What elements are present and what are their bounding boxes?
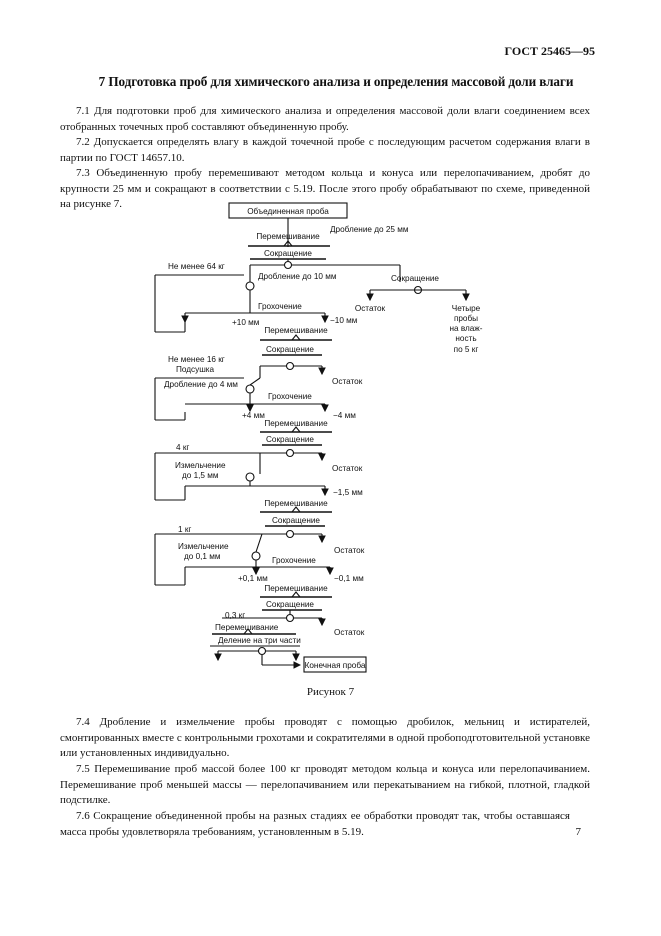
four-samples-line-5: по 5 кг [453, 345, 479, 354]
reduce-label: Сокращение [265, 345, 315, 354]
crusher-icon [246, 385, 254, 393]
reducer-icon [285, 262, 292, 269]
reducer-icon [287, 615, 294, 622]
kg-1-label: 1 кг [178, 525, 192, 534]
minus-01-label: −0,1 мм [334, 574, 364, 583]
min-16-label: Не менее 16 кг [168, 355, 225, 364]
remainder-label: Остаток [334, 546, 365, 555]
flow-line [256, 534, 262, 552]
kg-4-label: 4 кг [176, 443, 190, 452]
split3-label: Деление на три части [218, 636, 301, 645]
paragraph-7-3: 7.3 Объединенную пробу перемешивают методом кольца и конуса или перелопачиванием, дробят до крупности 25 мм и сокращают в соответствии с 5.19. После этого пробу обрабатывают по схеме, приведенной на рисунке 7. [60, 167, 590, 211]
grinder-icon [252, 552, 260, 560]
reduce-label: Сокращение [263, 249, 313, 258]
crusher-icon [246, 282, 254, 290]
plus-10-label: +10 мм [232, 318, 260, 327]
reduce-right-label: Сокращение [390, 274, 440, 283]
page-number: 7 [575, 826, 581, 838]
minus-4-label: −4 мм [333, 411, 356, 420]
remainder-label: Остаток [334, 628, 365, 637]
minus-10-label: −10 мм [330, 316, 358, 325]
mix-label: Перемешивание [256, 232, 320, 241]
mix-label: Перемешивание [264, 326, 328, 335]
reducer-icon [287, 450, 294, 457]
grind-01-label-b: до 0,1 мм [184, 552, 221, 561]
reduce-label: Сокращение [265, 600, 315, 609]
four-samples-line-4: ность [455, 334, 477, 343]
four-samples-line-3: на влаж- [449, 324, 483, 333]
figure-caption: Рисунок 7 [306, 686, 355, 698]
screening-label: Грохочение [258, 302, 302, 311]
reduce-label: Сокращение [265, 435, 315, 444]
grind-01-label-a: Измельчение [178, 542, 229, 551]
paragraph-7-4: 7.4 Дробление и измельчение пробы проводят с помощью дробилок, мельниц и истирателей, смонтированных вместе с контрольными грохотами и сократителями в одной пробоподготовительной установке или установленных индивидуально. [60, 716, 590, 760]
screening-label: Грохочение [268, 392, 312, 401]
kg-03-label: 0,3 кг [225, 611, 246, 620]
reducer-icon [287, 531, 294, 538]
remainder-label: Остаток [332, 464, 363, 473]
start-box-label: Объединенная проба [247, 207, 329, 216]
mix-label: Перемешивание [264, 584, 328, 593]
four-samples-line-1: Четыре [451, 304, 481, 313]
mix-label: Перемешивание [264, 419, 328, 428]
splitter-icon [259, 648, 266, 655]
remainder-label: Остаток [332, 377, 363, 386]
document-code: ГОСТ 25465—95 [504, 44, 595, 58]
min-64-label: Не менее 64 кг [168, 262, 225, 271]
grinder-icon [246, 473, 254, 481]
reduce-label: Сокращение [271, 516, 321, 525]
crush-25-label: Дробление до 25 мм [330, 225, 409, 234]
grind-15-label-a: Измельчение [175, 461, 226, 470]
screening-label: Грохочение [272, 556, 316, 565]
flow-line [250, 378, 260, 385]
crush-4-label: Дробление до 4 мм [164, 380, 238, 389]
remainder-label: Остаток [354, 304, 386, 313]
minus-15-label: −1,5 мм [333, 488, 363, 497]
plus-01-label: +0,1 мм [238, 574, 268, 583]
paragraph-7-6: 7.6 Сокращение объединенной пробы на разных стадиях ее обработки проводят так, чтобы оставшаяся масса пробы удовлетворяла требованиям, установленным в 5.19. [60, 810, 570, 838]
reducer-icon [287, 363, 294, 370]
section-title: 7 Подготовка проб для химического анализа и определения массовой доли влаги [98, 74, 574, 89]
mix-label: Перемешивание [215, 623, 279, 632]
drying-label: Подсушка [176, 365, 215, 374]
crush-10-label: Дробление до 10 мм [258, 272, 337, 281]
four-samples-line-2: пробы [453, 314, 479, 323]
mix-label: Перемешивание [264, 499, 328, 508]
paragraph-7-5: 7.5 Перемешивание проб массой более 100 кг проводят методом кольца и конуса или перелопачиванием. Перемешивание проб меньшей массы — перелопачиванием или перекатыванием на гибкой, плотной, гладкой подстилке. [60, 763, 590, 807]
paragraph-7-2: 7.2 Допускается определять влагу в каждой точечной пробе с последующим расчетом содержания влаги в партии по ГОСТ 14657.10. [60, 136, 590, 164]
end-box-label: Конечная проба [304, 661, 366, 670]
grind-15-label-b: до 1,5 мм [182, 471, 219, 480]
paragraph-7-1: 7.1 Для подготовки проб для химического анализа и определения массовой доли влаги соединением всех отобранных точечных проб составляют объединенную пробу. [60, 105, 590, 133]
plus-4-label: +4 мм [242, 411, 265, 420]
